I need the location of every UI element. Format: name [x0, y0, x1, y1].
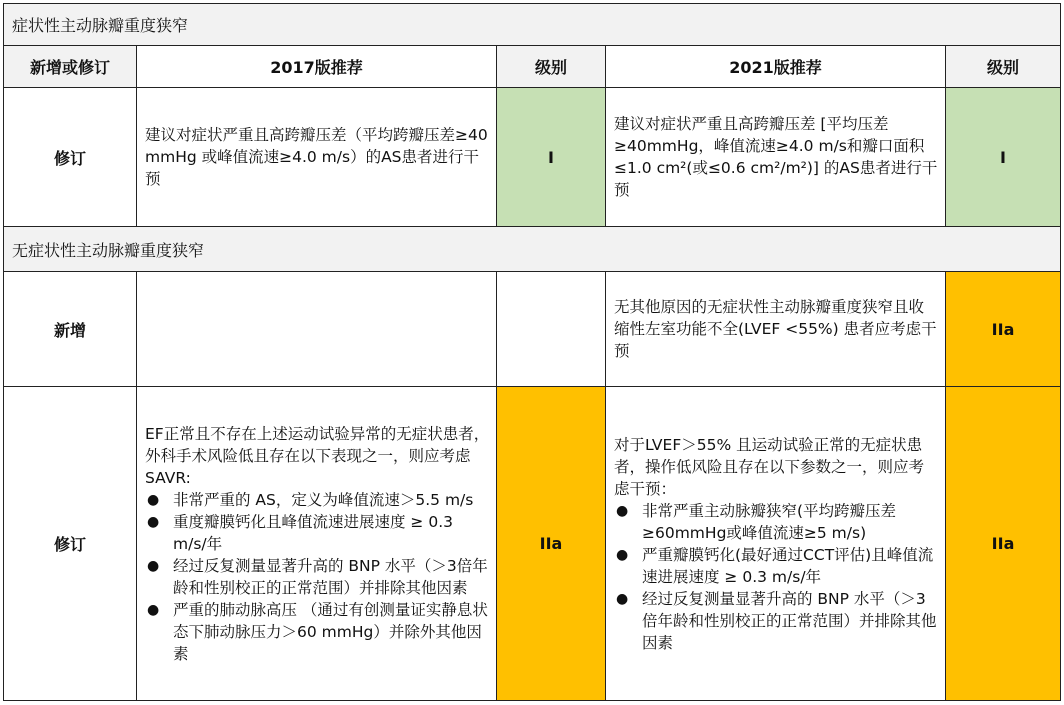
rec-2017-cell	[137, 387, 497, 701]
rec-2017-text: 建议对症状严重且高跨瓣压差（平均跨瓣压差≥40 mmHg 或峰值流速≥4.0 m/s）的AS患者进行干预	[137, 88, 497, 227]
rec-2021-text: 无其他原因的无症状性主动脉瓣重度狭窄且收缩性左室功能不全(LVEF <55%) 患者应考虑干预	[606, 272, 946, 387]
bullet-icon: ●	[147, 491, 160, 508]
table-row-symptomatic-revised	[4, 88, 1061, 227]
header-grade-2017: 级别	[497, 46, 606, 88]
row-type-label: 新增	[4, 272, 137, 387]
rec-2021-intro: 对于LVEF＞55% 且运动试验正常的无症状患者，操作低风险且存在以下参数之一，则应考虑干预：	[614, 435, 925, 498]
guideline-comparison-table	[3, 3, 1061, 701]
bullet-icon: ●	[147, 601, 160, 618]
bullet-icon: ●	[616, 546, 629, 563]
bullet-icon: ●	[616, 590, 629, 607]
grade-2017-empty	[497, 272, 606, 387]
list-item: ● 重度瓣膜钙化且峰值流速进展速度 ≥ 0.3 m/s/年	[147, 512, 453, 553]
bullet-icon: ●	[616, 502, 629, 519]
grade-2017-badge: IIa	[497, 387, 606, 701]
section-row-asymptomatic	[4, 227, 1061, 272]
bullet-icon: ●	[147, 557, 160, 574]
header-type: 新增或修订	[4, 46, 137, 88]
list-item: ● 非常严重主动脉瓣狭窄(平均跨瓣压差≥60mmHg或峰值流速≥5 m/s)	[616, 501, 897, 542]
grade-2021-badge: I	[946, 88, 1061, 227]
list-item: ● 非常严重的 AS，定义为峰值流速＞5.5 m/s	[147, 490, 474, 509]
table-row-asymptomatic-new	[4, 272, 1061, 387]
rec-2017-bullet-list	[145, 489, 490, 665]
rec-2017-intro: EF正常且不存在上述运动试验异常的无症状患者，外科手术风险低且存在以下表现之一，则应考虑SAVR:	[145, 424, 490, 487]
rec-2021-bullet-list	[614, 500, 939, 654]
grade-2021-badge: IIa	[946, 387, 1061, 701]
list-item: ● 严重的肺动脉高压 （通过有创测量证实静息状态下肺动脉压力＞60 mmHg）并除外其他因素	[147, 600, 488, 663]
row-type-label: 修订	[4, 88, 137, 227]
section-title-symptomatic: 症状性主动脉瓣重度狭窄	[4, 4, 1061, 46]
bullet-icon: ●	[147, 513, 160, 530]
grade-2017-badge: I	[497, 88, 606, 227]
list-item: ● 经过反复测量显著升高的 BNP 水平（＞3倍年龄和性别校正的正常范围）并排除其他因素	[147, 556, 488, 597]
header-row	[4, 46, 1061, 88]
header-grade-2021: 级别	[946, 46, 1061, 88]
rec-2021-cell	[606, 387, 946, 701]
row-type-label: 修订	[4, 387, 137, 701]
grade-2021-badge: IIa	[946, 272, 1061, 387]
section-title-asymptomatic: 无症状性主动脉瓣重度狭窄	[4, 227, 1061, 272]
guideline-comparison-document	[3, 3, 1060, 701]
rec-2017-empty	[137, 272, 497, 387]
rec-2021-text: 建议对症状严重且高跨瓣压差 [平均压差≥40mmHg，峰值流速≥4.0 m/s和瓣口面积≤1.0 cm²(或≤0.6 cm²/m²)] 的AS患者进行干预	[606, 88, 946, 227]
section-row-symptomatic	[4, 4, 1061, 46]
list-item: ● 经过反复测量显著升高的 BNP 水平（＞3倍年龄和性别校正的正常范围）并排除其他因素	[616, 589, 937, 652]
header-rec-2021: 2021版推荐	[606, 46, 946, 88]
list-item: ● 严重瓣膜钙化(最好通过CCT评估)且峰值流速进展速度 ≥ 0.3 m/s/年	[616, 545, 934, 586]
header-rec-2017: 2017版推荐	[137, 46, 497, 88]
table-row-asymptomatic-revised	[4, 387, 1061, 701]
